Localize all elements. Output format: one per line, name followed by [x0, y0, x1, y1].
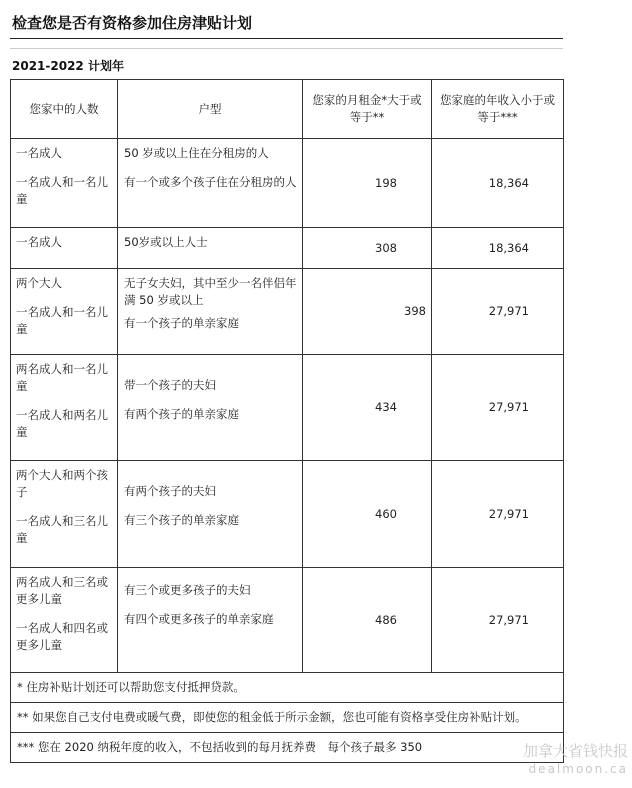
footnote-income: *** 您在 2020 纳税年度的收入，不包括收到的每月抚养费 每个孩子最多 350	[11, 733, 564, 763]
household-size-line: 两个大人	[16, 276, 62, 290]
cell-household-size	[11, 139, 118, 228]
cell-annual-income: 27,971	[432, 568, 564, 673]
eligibility-table	[10, 79, 564, 763]
cell-monthly-rent: 460	[303, 461, 432, 568]
header-monthly-rent: 您家的月租金*大于或等于**	[303, 80, 432, 139]
cell-household-type	[118, 568, 303, 673]
section-divider	[10, 48, 563, 49]
cell-household-type	[118, 139, 303, 228]
household-type-line: 有四个或更多孩子的单亲家庭	[124, 612, 274, 626]
household-size-line: 一名成人和三名儿童	[16, 514, 108, 545]
header-annual-income: 您家庭的年收入小于或等于***	[432, 80, 564, 139]
household-type-line: 有一个或多个孩子住在分租房的人	[124, 175, 297, 189]
watermark-text: 加拿大省钱快报	[522, 742, 628, 760]
cell-household-size	[11, 269, 118, 355]
cell-household-size	[11, 461, 118, 568]
header-household-size: 您家中的人数	[11, 80, 118, 139]
footnote-row	[11, 673, 564, 703]
watermark-domain: dealmoon.ca	[528, 762, 628, 776]
household-size-line: 两个大人和两个孩子	[16, 468, 108, 499]
cell-household-type	[118, 228, 303, 269]
cell-household-size	[11, 228, 118, 269]
cell-monthly-rent: 398	[303, 269, 432, 355]
household-size-line: 一名成人和一名儿童	[16, 305, 108, 336]
table-row	[11, 228, 564, 269]
household-type-line: 有两个孩子的夫妇	[124, 484, 216, 498]
household-type-line: 有两个孩子的单亲家庭	[124, 407, 239, 421]
cell-monthly-rent: 308	[303, 228, 432, 269]
header-household-type: 户型	[118, 80, 303, 139]
table-row	[11, 568, 564, 673]
footnote-row	[11, 733, 564, 763]
cell-household-type	[118, 269, 303, 355]
cell-monthly-rent: 198	[303, 139, 432, 228]
table-row	[11, 269, 564, 355]
cell-annual-income: 27,971	[432, 269, 564, 355]
cell-annual-income: 18,364	[432, 228, 564, 269]
cell-monthly-rent: 434	[303, 355, 432, 461]
footnote-utilities: ** 如果您自己支付电费或暖气费，即使您的租金低于所示金额，您也可能有资格享受住房补贴计划。	[11, 703, 564, 733]
household-type-line: 有一个孩子的单亲家庭	[124, 316, 239, 330]
household-size-line: 两名成人和三名或更多儿童	[16, 575, 108, 606]
cell-annual-income: 27,971	[432, 461, 564, 568]
household-type-line: 带一个孩子的夫妇	[124, 378, 216, 392]
household-size-line: 一名成人	[16, 146, 62, 160]
cell-household-type	[118, 355, 303, 461]
household-type-line: 50岁或以上人士	[124, 235, 208, 249]
household-type-line: 无子女夫妇，其中至少一名伴侣年满 50 岁或以上	[124, 276, 297, 307]
household-size-line: 两名成人和一名儿童	[16, 362, 108, 393]
household-size-line: 一名成人和四名或更多儿童	[16, 621, 108, 652]
household-type-line: 有三个孩子的单亲家庭	[124, 513, 239, 527]
watermark	[523, 742, 628, 778]
title-divider	[10, 38, 563, 39]
cell-household-size	[11, 355, 118, 461]
cell-monthly-rent: 486	[303, 568, 432, 673]
footnote-rent-mortgage: * 住房补贴计划还可以帮助您支付抵押贷款。	[11, 673, 564, 703]
cell-household-size	[11, 568, 118, 673]
household-type-line: 有三个或更多孩子的夫妇	[124, 583, 251, 597]
table-row	[11, 139, 564, 228]
table-row	[11, 461, 564, 568]
section-subtitle: 2021-2022 计划年	[12, 59, 124, 73]
page-title: 检查您是否有资格参加住房津贴计划	[12, 14, 253, 32]
household-size-line: 一名成人和一名儿童	[16, 175, 108, 206]
household-size-line: 一名成人和两名儿童	[16, 408, 108, 439]
household-type-line: 50 岁或以上住在分租房的人	[124, 146, 269, 160]
table-header-row	[11, 80, 564, 139]
table-row	[11, 355, 564, 461]
footnote-row	[11, 703, 564, 733]
cell-annual-income: 27,971	[432, 355, 564, 461]
cell-household-type	[118, 461, 303, 568]
cell-annual-income: 18,364	[432, 139, 564, 228]
household-size-line: 一名成人	[16, 235, 62, 249]
